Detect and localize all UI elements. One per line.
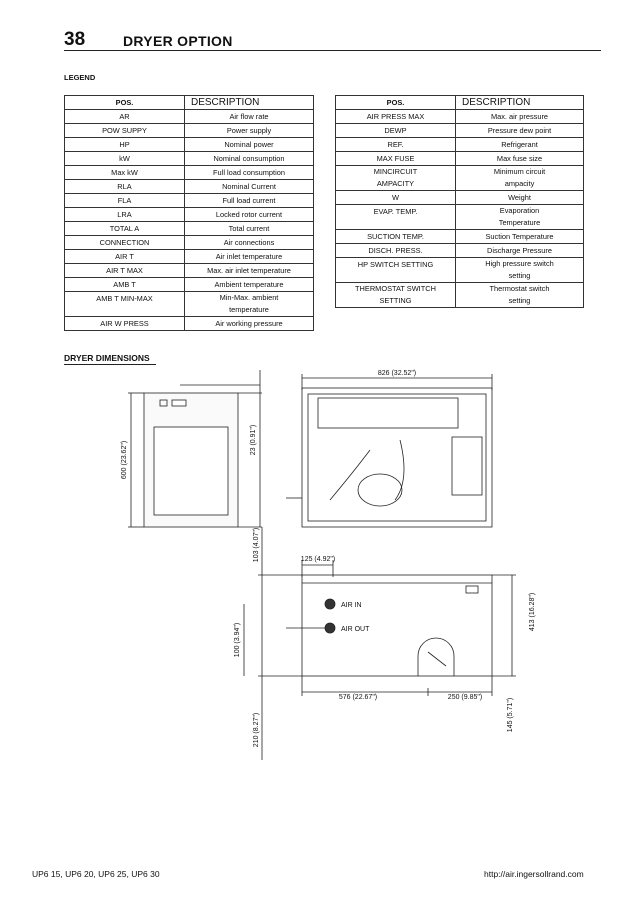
desc-cell: Nominal Current xyxy=(185,180,314,194)
dim-100: 100 (3.94") xyxy=(234,622,241,658)
desc-cell: Max fuse size xyxy=(456,152,584,166)
desc-cell: Weight xyxy=(456,191,584,205)
pos-cell: AIR T xyxy=(65,250,185,264)
pos-cell: Max kW xyxy=(65,166,185,180)
pos-cell: AMB T MIN-MAX xyxy=(65,292,185,317)
ventilation-grille xyxy=(154,427,228,515)
pos-cell: TOTAL A xyxy=(65,222,185,236)
desc-cell: Air flow rate xyxy=(185,110,314,124)
pos-line: SETTING xyxy=(379,296,412,305)
pos-cell: DISCH. PRESS. xyxy=(336,244,456,258)
pos-line: AMPACITY xyxy=(376,179,415,188)
pos-cell: AIR W PRESS xyxy=(65,317,185,331)
pos-cell: CONNECTION xyxy=(65,236,185,250)
desc-cell: Air connections xyxy=(185,236,314,250)
pos-cell: DEWP xyxy=(336,124,456,138)
pos-cell: W xyxy=(336,191,456,205)
description-header: DESCRIPTION xyxy=(456,96,584,110)
desc-line: High pressure switch xyxy=(485,259,554,268)
heat-exchanger xyxy=(318,398,458,428)
pos-cell: AR xyxy=(65,110,185,124)
dim-600: 600 (23.62") xyxy=(121,440,128,480)
desc-cell: Total current xyxy=(185,222,314,236)
desc-cell: Air inlet temperature xyxy=(185,250,314,264)
pos-cell: MAX FUSE xyxy=(336,152,456,166)
condenser-fan xyxy=(452,437,482,495)
pos-line: MINCIRCUIT xyxy=(373,167,418,176)
pos-cell: HP SWITCH SETTING xyxy=(336,258,456,283)
fan-opening xyxy=(418,638,454,676)
desc-cell: Locked rotor current xyxy=(185,208,314,222)
display-panel xyxy=(172,400,186,406)
pos-cell: AIR T MAX xyxy=(65,264,185,278)
desc-line: temperature xyxy=(229,305,269,314)
footer-url[interactable]: http://air.ingersollrand.com xyxy=(484,869,584,879)
legend-heading: LEGEND xyxy=(64,73,96,82)
description-header: DESCRIPTION xyxy=(185,96,314,110)
top-view-dims xyxy=(244,527,516,760)
pos-header: POS. xyxy=(65,96,185,110)
desc-line: setting xyxy=(508,296,531,305)
dim-23: 23 (0.91") xyxy=(250,424,257,456)
pos-cell: FLA xyxy=(65,194,185,208)
desc-line: ampacity xyxy=(504,179,535,188)
desc-line: Temperature xyxy=(498,218,541,227)
air-in-label: AIR IN xyxy=(341,602,362,609)
desc-cell: Max. air pressure xyxy=(456,110,584,124)
dim-210: 210 (8.27") xyxy=(253,712,260,748)
pos-cell: LRA xyxy=(65,208,185,222)
page-title: DRYER OPTION xyxy=(123,33,233,49)
dimensions-heading: DRYER DIMENSIONS xyxy=(64,353,150,363)
desc-cell: Full load current xyxy=(185,194,314,208)
desc-cell: Ambient temperature xyxy=(185,278,314,292)
pos-cell: RLA xyxy=(65,180,185,194)
desc-cell: Suction Temperature xyxy=(456,230,584,244)
desc-line: Minimum circuit xyxy=(493,167,546,176)
dim-125: 125 (4.92") xyxy=(300,556,336,563)
pos-cell: HP xyxy=(65,138,185,152)
pos-line: THERMOSTAT SWITCH xyxy=(355,284,436,293)
pos-header: POS. xyxy=(336,96,456,110)
desc-line: Thermostat switch xyxy=(489,284,550,293)
desc-cell: Nominal consumption xyxy=(185,152,314,166)
desc-cell: Pressure dew point xyxy=(456,124,584,138)
dim-576: 576 (22.67") xyxy=(338,694,378,701)
air-out-port xyxy=(325,623,335,633)
pos-cell: REF. xyxy=(336,138,456,152)
pos-cell: AMB T xyxy=(65,278,185,292)
air-in-port xyxy=(325,599,335,609)
pos-cell: AIR PRESS MAX xyxy=(336,110,456,124)
dim-250: 250 (9.85") xyxy=(447,694,483,701)
desc-cell: Discharge Pressure xyxy=(456,244,584,258)
desc-line: Min-Max. ambient xyxy=(219,293,279,302)
pos-cell: POW SUPPY xyxy=(65,124,185,138)
footer-models: UP6 15, UP6 20, UP6 25, UP6 30 xyxy=(32,869,160,879)
desc-cell: Full load consumption xyxy=(185,166,314,180)
air-out-label: AIR OUT xyxy=(341,626,370,633)
desc-cell: Refrigerant xyxy=(456,138,584,152)
pos-cell: EVAP. TEMP. xyxy=(336,205,456,230)
desc-cell: Air working pressure xyxy=(185,317,314,331)
desc-line: setting xyxy=(508,271,531,280)
label-plate xyxy=(466,586,478,593)
desc-cell: Max. air inlet temperature xyxy=(185,264,314,278)
desc-line: Evaporation xyxy=(499,206,540,215)
page-number: 38 xyxy=(64,29,86,50)
dim-413: 413 (16.28") xyxy=(529,592,536,632)
desc-cell: Power supply xyxy=(185,124,314,138)
dim-103: 103 (4.07") xyxy=(253,527,260,563)
pos-cell: kW xyxy=(65,152,185,166)
dim-145: 145 (5.71") xyxy=(507,697,514,733)
desc-cell: Nominal power xyxy=(185,138,314,152)
dim-826: 826 (32.52") xyxy=(377,370,417,377)
pos-cell: SUCTION TEMP. xyxy=(336,230,456,244)
compressor xyxy=(358,474,402,506)
